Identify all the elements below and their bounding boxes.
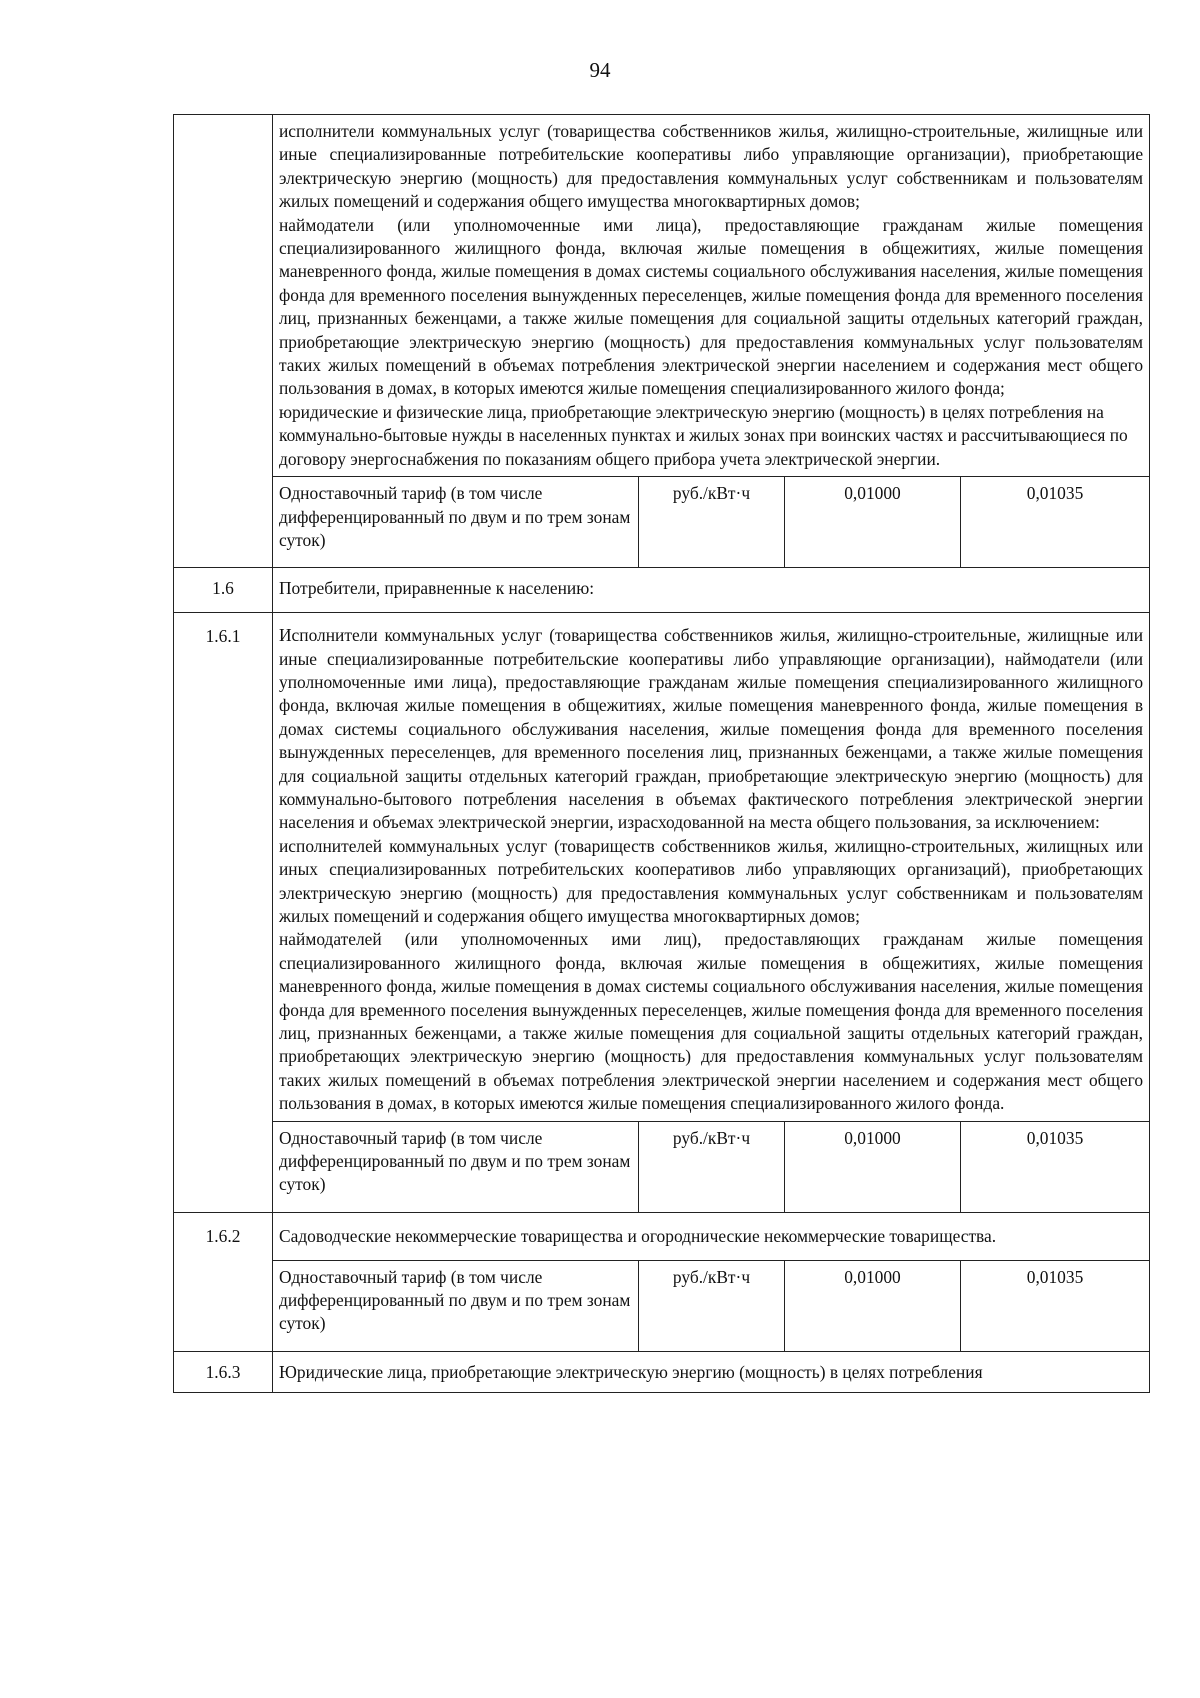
row-text (273, 115, 1150, 477)
page-number: 94 (589, 58, 611, 82)
table-row (174, 115, 1150, 477)
tariff-label: Одноставочный тариф (в том числе дифференцированный по двум и по трем зонам суток) (273, 477, 639, 568)
tariff-row (174, 1260, 1150, 1351)
tariff-value-1: 0,01000 (785, 477, 961, 568)
tariff-unit: руб./кВт·ч (639, 477, 785, 568)
tariff-unit: руб./кВт·ч (639, 1260, 785, 1351)
paragraph: Исполнители коммунальных услуг (товарищества собственников жилья, жилищно-строительные, жилищные или иные специализированные потребительские кооперативы либо управляющие организации), наймодатели (или уполномоченные ими лица), предоставляющие гражданам жилые помещения специализированного жилищного фонда, включая жилые помещения в общежитиях, жилые помещения маневренного фонда, жилые помещения в домах системы социального обслуживания населения, жилые помещения фонда для временного поселения вынужденных переселенцев, для временного поселения лиц, признанных беженцами, а также жилые помещения для социальной защиты отдельных категорий граждан, приобретающие электрическую энергию (мощность) для коммунально-бытового потребления населения в объемах фактического потребления электрической энергии населения и объемах электрической энергии, израсходованной на места общего пользования, за исключением: (279, 625, 1144, 833)
tariff-label: Одноставочный тариф (в том числе дифференцированный по двум и по трем зонам суток) (273, 1260, 639, 1351)
row-number: 1.6.2 (174, 1212, 273, 1351)
tariff-value-2: 0,01035 (961, 1260, 1150, 1351)
tariff-value-1: 0,01000 (785, 1260, 961, 1351)
tariff-row (174, 477, 1150, 568)
table-row (174, 568, 1150, 613)
tariff-table (173, 114, 1150, 1393)
paragraph: исполнителей коммунальных услуг (товариществ собственников жилья, жилищно-строительных, жилищных или иных специализированных потребительских кооперативов либо управляющих организаций), приобретающих электрическую энергию (мощность) для предоставления коммунальных услуг собственникам и пользователям жилых помещений и содержания общего имущества многоквартирных домов; (279, 835, 1144, 926)
tariff-value-2: 0,01035 (961, 477, 1150, 568)
row-text: Садоводческие некоммерческие товарищества и огороднические некоммерческие товарищества. (273, 1212, 1150, 1260)
table-row (174, 1351, 1150, 1392)
row-number-empty (174, 115, 273, 568)
tariff-value-1: 0,01000 (785, 1121, 961, 1212)
row-number: 1.6.3 (174, 1351, 273, 1392)
tariff-label: Одноставочный тариф (в том числе дифференцированный по двум и по трем зонам суток) (273, 1121, 639, 1212)
tariff-row (174, 1121, 1150, 1212)
paragraph: исполнители коммунальных услуг (товарищества собственников жилья, жилищно-строительные, жилищные или иные специализированные потребительские кооперативы либо управляющие организации), приобретающие электрическую энергию (мощность) для предоставления коммунальных услуг собственникам и пользователям жилых помещений и содержания общего имущества многоквартирных домов; (279, 121, 1144, 212)
row-number: 1.6.1 (174, 613, 273, 1213)
table-row (174, 1212, 1150, 1260)
table-row (174, 613, 1150, 1122)
row-number: 1.6 (174, 568, 273, 613)
tariff-unit: руб./кВт·ч (639, 1121, 785, 1212)
row-text: Юридические лица, приобретающие электрическую энергию (мощность) в целях потребления (273, 1351, 1150, 1392)
row-text (273, 613, 1150, 1122)
paragraph: наймодателей (или уполномоченных ими лиц), предоставляющих гражданам жилые помещения специализированного жилищного фонда, включая жилые помещения в общежитиях, жилые помещения маневренного фонда, жилые помещения в домах системы социального обслуживания населения, жилые помещения фонда для временного поселения вынужденных переселенцев, жилые помещения фонда для временного поселения лиц, признанных беженцами, а также жилые помещения для социальной защиты отдельных категорий граждан, приобретающих электрическую энергию (мощность) для предоставления коммунальных услуг пользователям таких жилых помещений в объемах потребления электрической энергии населением и содержания мест общего пользования в домах, в которых имеются жилые помещения специализированного жилого фонда. (279, 929, 1144, 1114)
row-text: Потребители, приравненные к населению: (273, 568, 1150, 613)
paragraph: юридические и физические лица, приобретающие электрическую энергию (мощность) в целях потребления на коммунально-бытовые нужды в населенных пунктах и жилых зонах при воинских частях и рассчитывающиеся по договору энергоснабжения по показаниям общего прибора учета электрической энергии. (279, 401, 1128, 469)
paragraph: наймодатели (или уполномоченные ими лица), предоставляющие гражданам жилые помещения специализированного жилищного фонда, включая жилые помещения в общежитиях, жилые помещения маневренного фонда, жилые помещения в домах системы социального обслуживания населения, жилые помещения фонда для временного поселения вынужденных переселенцев, жилые помещения фонда для временного поселения лиц, признанных беженцами, а также жилые помещения для социальной защиты отдельных категорий граждан, приобретающие электрическую энергию (мощность) для предоставления коммунальных услуг пользователям таких жилых помещений в объемах потребления электрической энергии населением и содержания мест общего пользования в домах, в которых имеются жилые помещения специализированного жилого фонда; (279, 214, 1144, 399)
tariff-value-2: 0,01035 (961, 1121, 1150, 1212)
